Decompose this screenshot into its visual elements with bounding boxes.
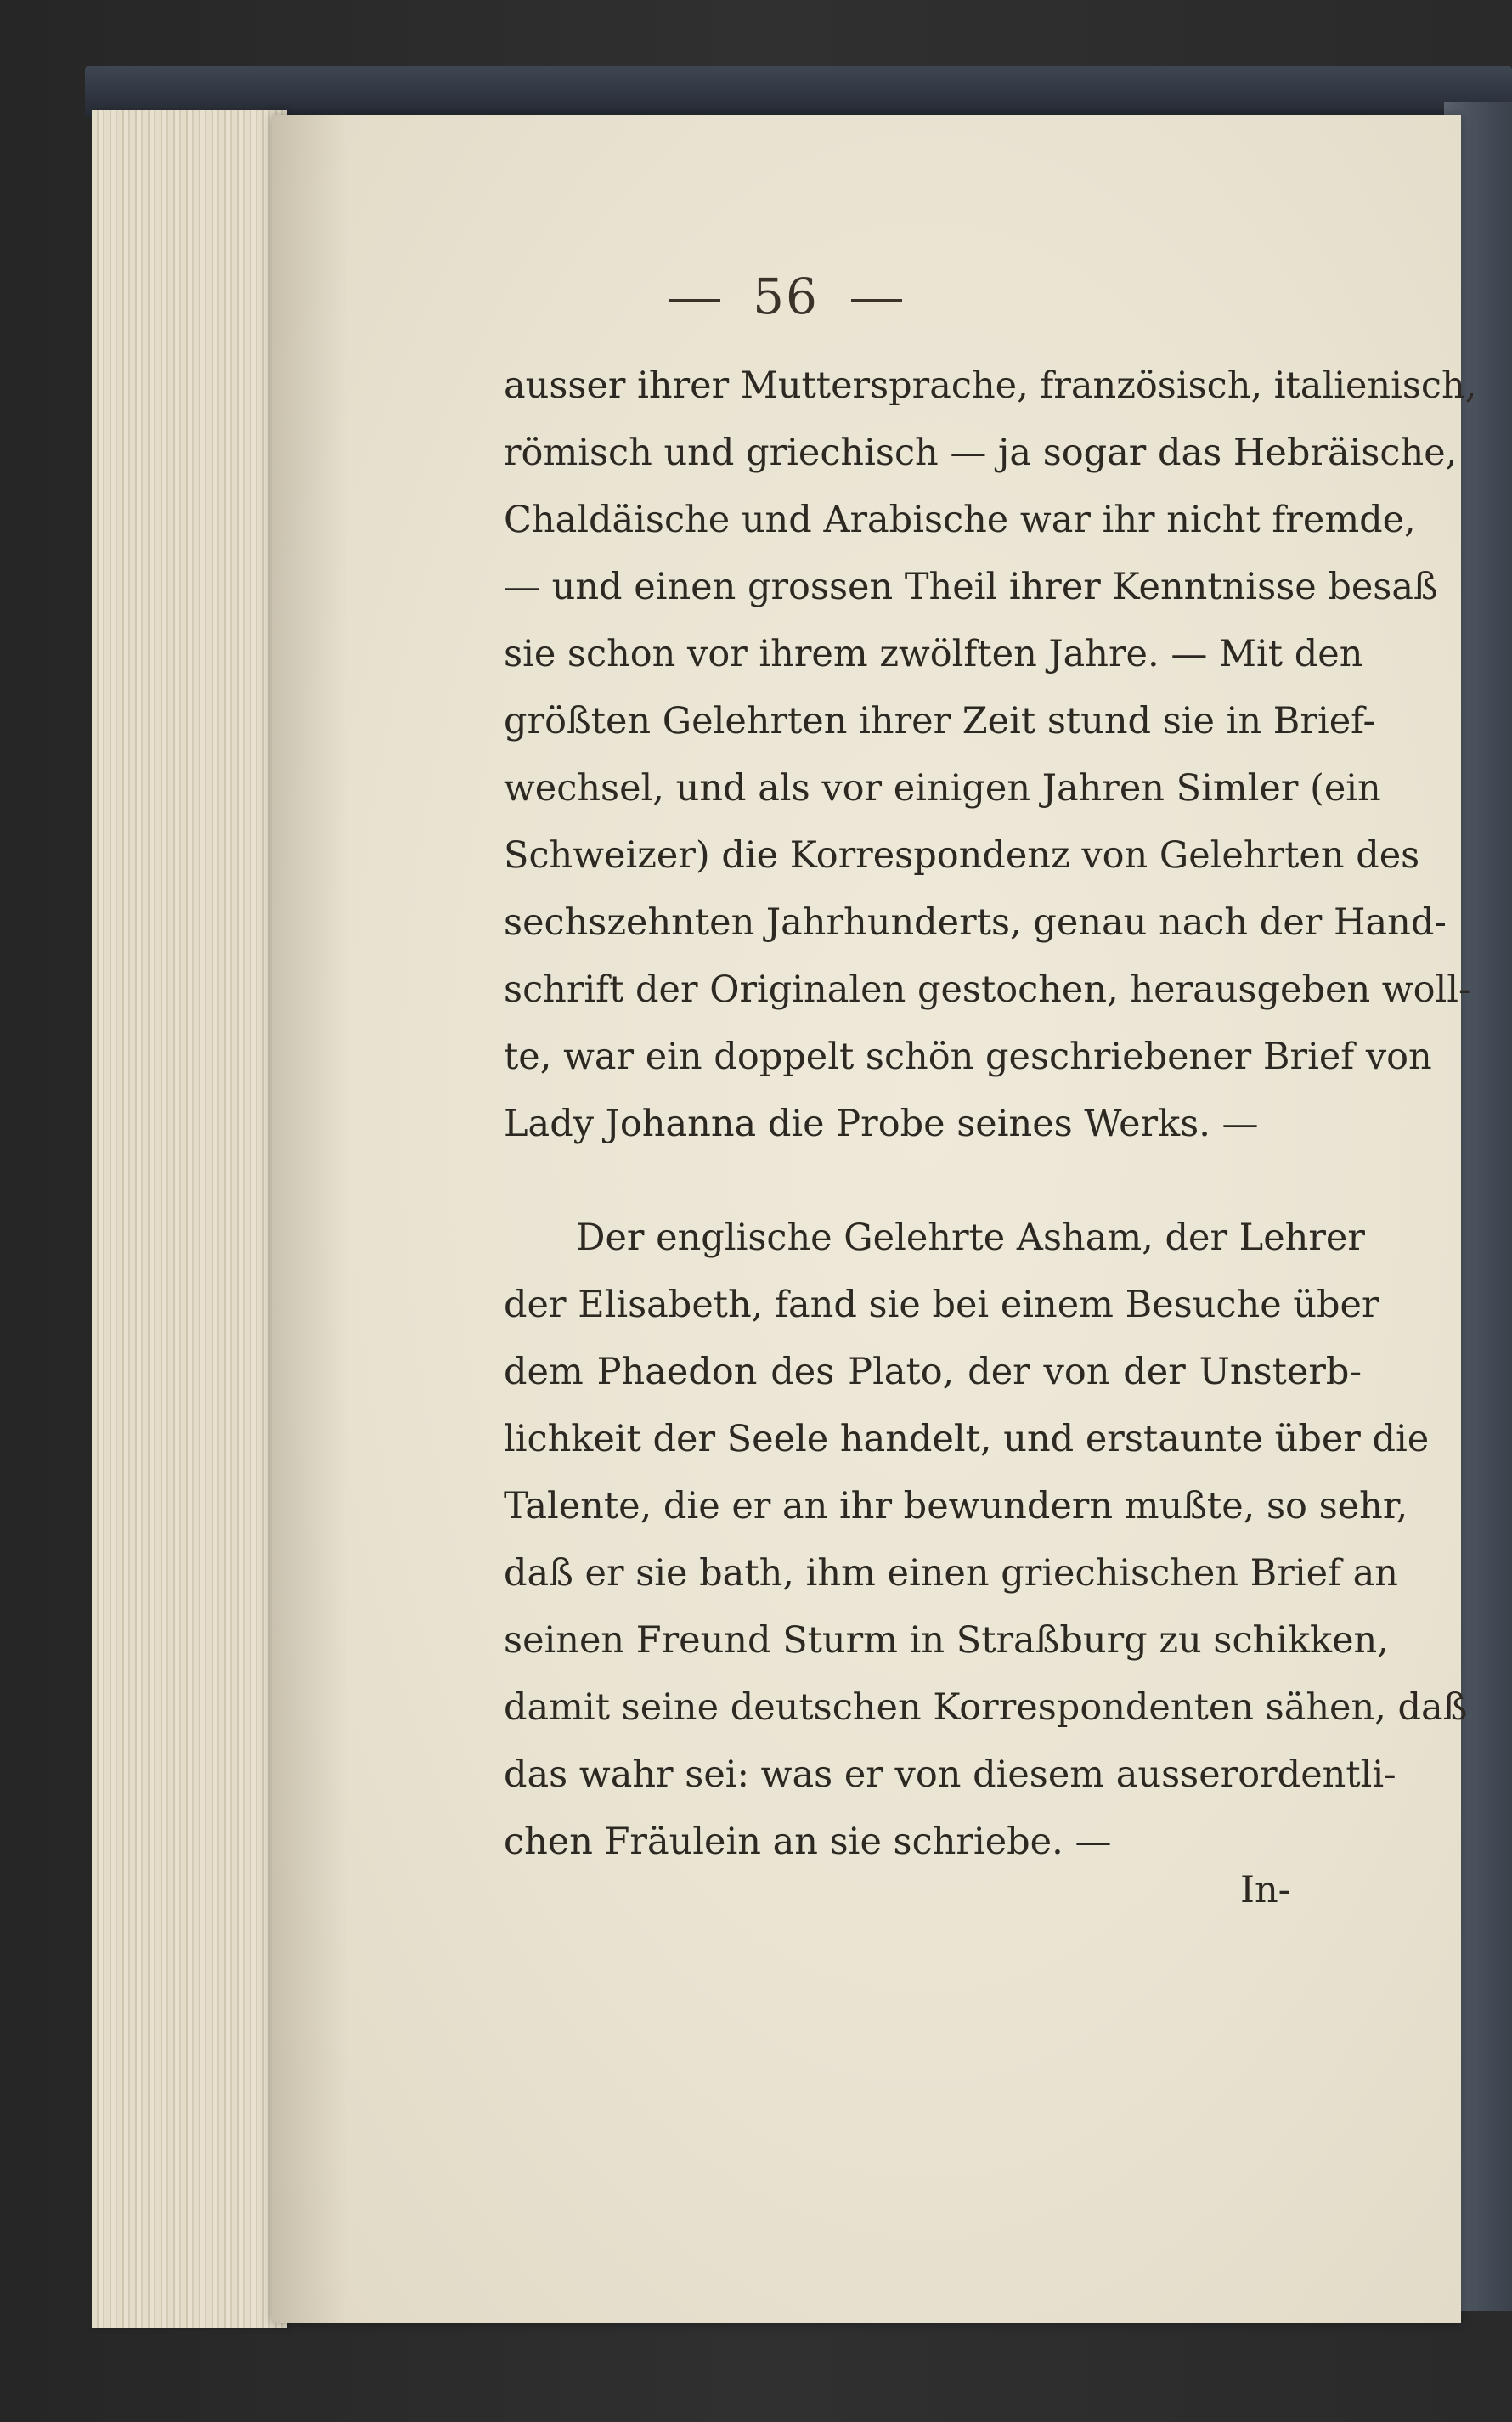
text-line: sechszehnten Jahrhunderts, genau nach der Hand- (504, 901, 1447, 944)
text-line: damit seine deutschen Korrespondenten sähen, daß (504, 1686, 1468, 1729)
text-line: sie schon vor ihrem zwölften Jahre. — Mit den (504, 633, 1363, 675)
text-line: seinen Freund Sturm in Straßburg zu schikken, (504, 1619, 1389, 1662)
text-line: lichkeit der Seele handelt, und erstaunte über die (504, 1418, 1430, 1460)
paragraph-1 (504, 353, 1477, 1158)
text-line: größten Gelehrten ihrer Zeit stund sie in Brief- (504, 700, 1376, 742)
text-line: — und einen grossen Theil ihrer Kenntnisse besaß (504, 566, 1438, 608)
text-line: chen Fräulein an sie schriebe. — (504, 1821, 1112, 1863)
gutter-shadow (272, 115, 348, 2323)
text-line: ausser ihrer Muttersprache, französisch, italienisch, (504, 364, 1477, 407)
page-number-header (361, 268, 1210, 325)
text-line: der Elisabeth, fand sie bei einem Besuche über (504, 1284, 1379, 1326)
text-line: wechsel, und als vor einigen Jahren Simler (ein (504, 767, 1381, 810)
page-stack-edge (92, 110, 287, 2328)
book-cover-top-edge (85, 66, 1512, 117)
text-line: dem Phaedon des Plato, der von der Unsterb- (504, 1351, 1362, 1393)
text-line: Der englische Gelehrte Asham, der Lehrer (576, 1217, 1365, 1259)
text-line: te, war ein doppelt schön geschriebener Brief von (504, 1036, 1432, 1078)
text-line: Lady Johanna die Probe seines Werks. — (504, 1103, 1259, 1145)
text-line: Schweizer) die Korrespondenz von Gelehrten des (504, 834, 1420, 877)
text-line: das wahr sei: was er von diesem ausserordentli- (504, 1753, 1396, 1796)
header-dash-left (669, 299, 720, 302)
text-line: Talente, die er an ihr bewundern mußte, so sehr, (504, 1485, 1408, 1527)
text-line: Chaldäische und Arabische war ihr nicht fremde, (504, 499, 1416, 541)
text-line: römisch und griechisch — ja sogar das Hebräische, (504, 432, 1458, 474)
text-line: schrift der Originalen gestochen, herausgeben woll- (504, 968, 1471, 1011)
catchword: In- (1240, 1869, 1291, 1911)
header-dash-right (851, 299, 902, 302)
text-line: daß er sie bath, ihm einen griechischen Brief an (504, 1552, 1398, 1595)
book-page (272, 115, 1477, 2323)
paragraph-2 (504, 1205, 1468, 1876)
page-number: 56 (753, 268, 819, 325)
